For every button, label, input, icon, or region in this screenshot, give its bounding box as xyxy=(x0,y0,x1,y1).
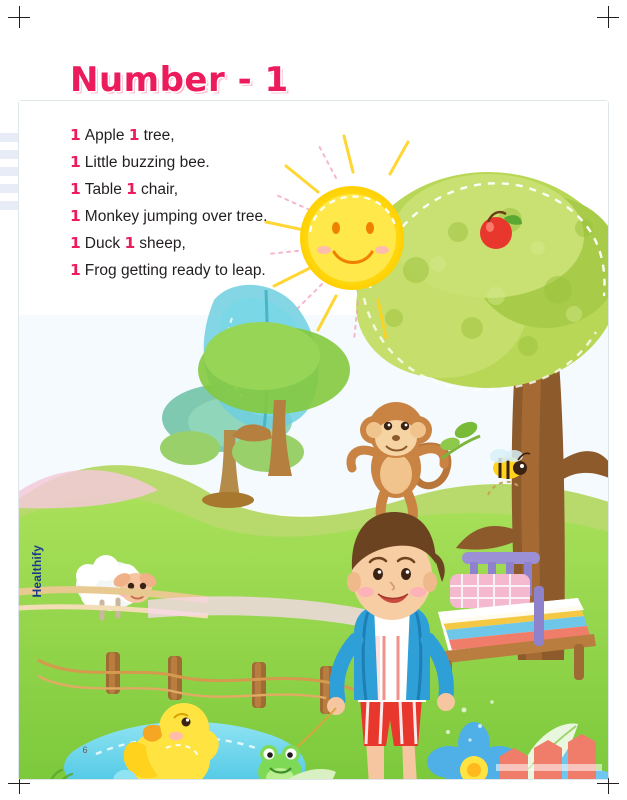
page-title: Number - 1 xyxy=(70,60,289,100)
line-text: Little buzzing bee. xyxy=(84,154,210,171)
line-text-2: sheep, xyxy=(139,235,186,252)
publisher-side-label: Healthify xyxy=(30,545,44,598)
rhyme-line xyxy=(70,122,400,149)
line-number-marker: 1 xyxy=(70,207,81,225)
line-number-marker-2: 1 xyxy=(126,180,137,198)
line-text-2: tree, xyxy=(143,127,175,144)
line-text: Duck xyxy=(84,235,121,252)
line-number-marker: 1 xyxy=(70,153,81,171)
line-number-marker-2: 1 xyxy=(128,126,140,144)
rhyme-line xyxy=(70,149,400,176)
line-number-marker: 1 xyxy=(70,261,81,279)
line-number-marker: 1 xyxy=(70,234,81,252)
rhyme-line xyxy=(70,230,400,257)
line-text: Table xyxy=(84,181,122,198)
line-text: Apple xyxy=(84,127,125,144)
rhyme-line xyxy=(70,257,400,284)
crop-mark-top-left xyxy=(8,6,30,28)
line-number-marker: 1 xyxy=(70,180,81,198)
line-text: Frog getting ready to leap. xyxy=(84,262,266,279)
rhyme-line xyxy=(70,176,400,203)
line-text-2: chair, xyxy=(140,181,179,198)
crop-mark-top-right xyxy=(597,6,619,28)
page-number: 6 xyxy=(82,745,88,755)
rhyme-text xyxy=(70,122,400,284)
line-number-marker-2: 1 xyxy=(124,234,136,252)
line-text: Monkey jumping over tree. xyxy=(84,208,268,225)
rhyme-line xyxy=(70,203,400,230)
line-number-marker: 1 xyxy=(70,126,81,144)
